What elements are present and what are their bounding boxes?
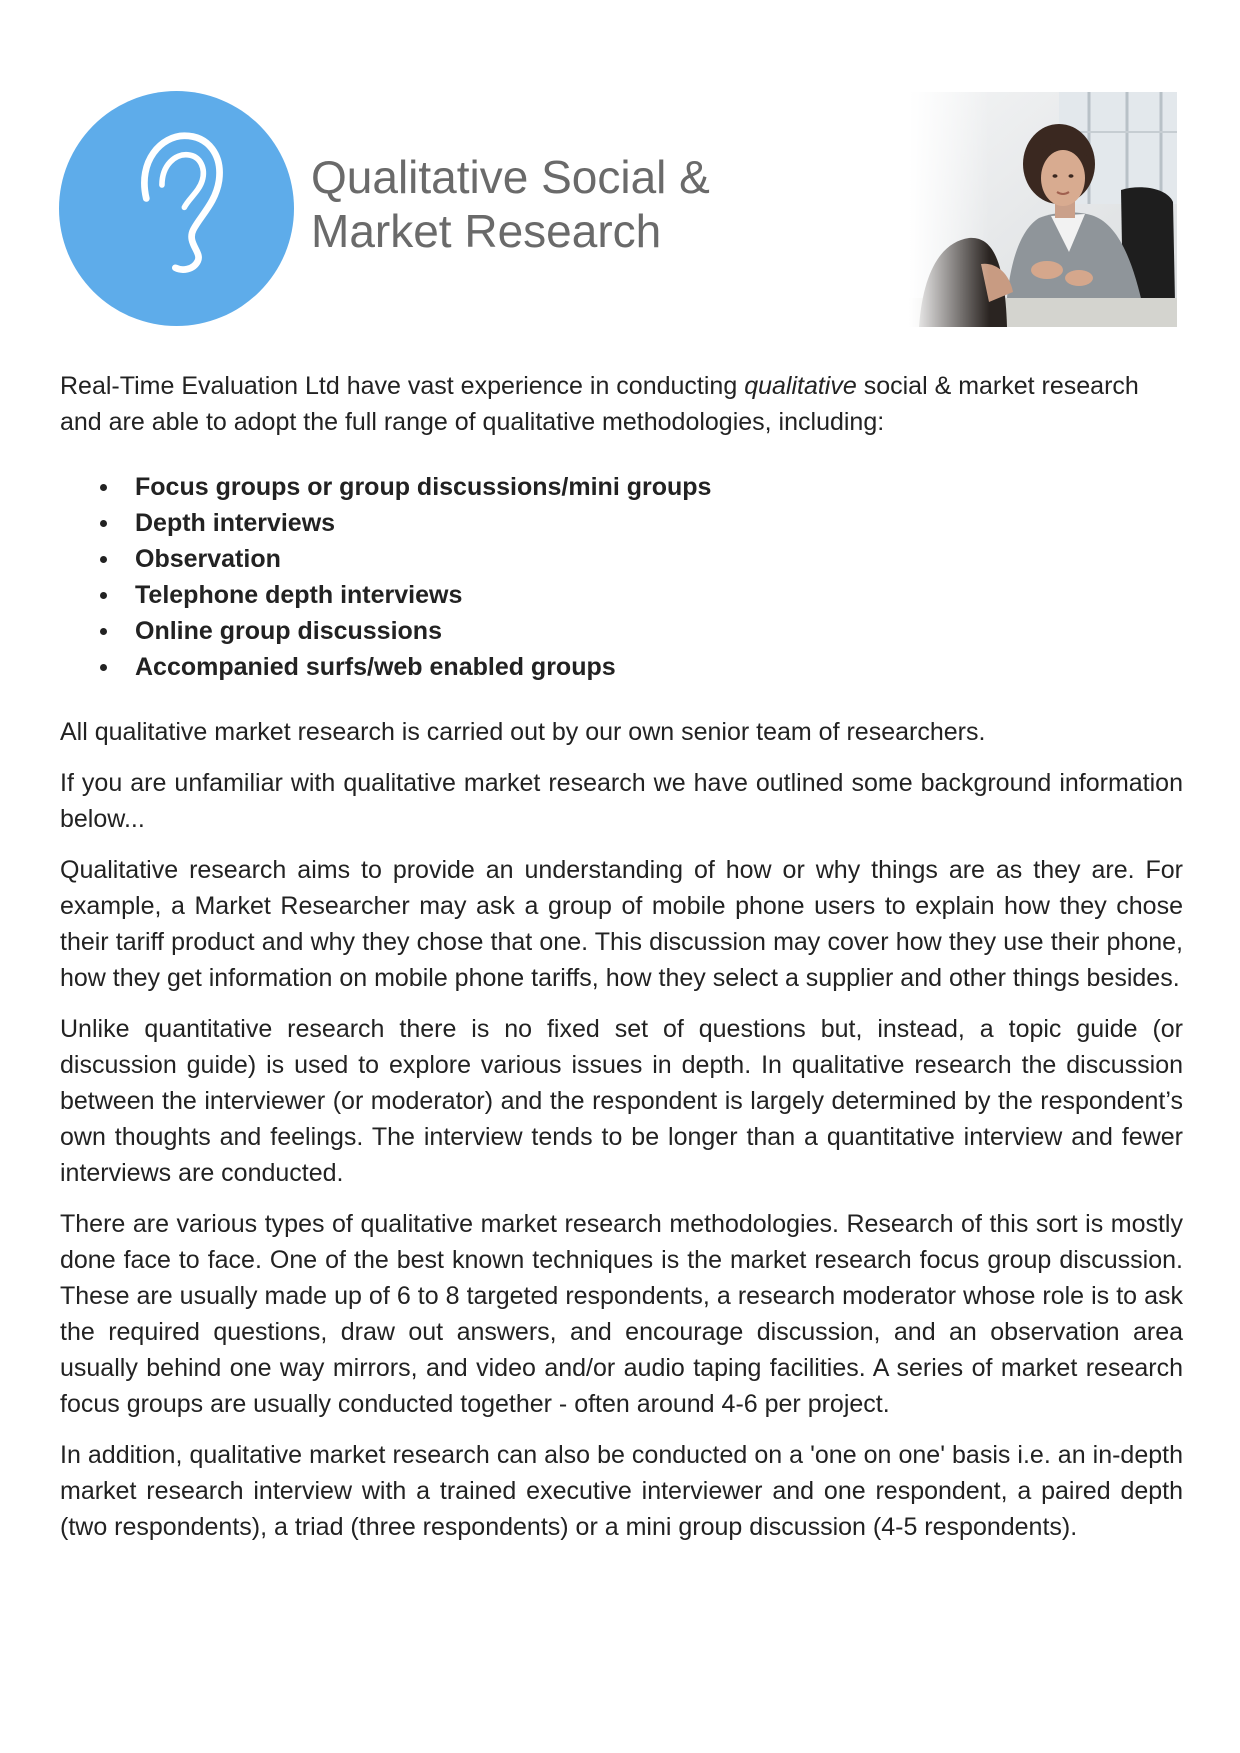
list-item [60, 469, 1183, 505]
bullet-icon [100, 484, 107, 491]
list-item [60, 505, 1183, 541]
bullet-icon [100, 556, 107, 563]
ear-icon [59, 91, 294, 326]
bullet-icon [100, 664, 107, 671]
paragraph-senior-team: All qualitative market research is carried out by our own senior team of researchers. [60, 718, 986, 746]
list-item-label: Telephone depth interviews [135, 581, 463, 609]
intro-paragraph [60, 368, 1183, 440]
logo-circle [59, 91, 294, 326]
list-item-label: Observation [135, 545, 281, 573]
paragraph-one-on-one: In addition, qualitative market research can also be conducted on a 'one on one' basis i.e. an in-depth market research interview with a trained executive interviewer and one respondent, a paired depth (two respondents), a triad (three respondents) or a mini group discussion (4-5 respondents). [60, 1441, 1183, 1541]
bullet-icon [100, 628, 107, 635]
paragraph-methodologies: There are various types of qualitative market research methodologies. Research of this sort is mostly done face to face. One of the best known techniques is the market research focus group discussion. These are usually made up of 6 to 8 targeted respondents, a research moderator whose role is to ask the required questions, draw out answers, and encourage discussion, and an observation area usually behind one way mirrors, and video and/or audio taping facilities. A series of market research focus groups are usually conducted together - often around 4-6 per project. [60, 1210, 1183, 1418]
list-item [60, 577, 1183, 613]
office-meeting-photo [909, 92, 1177, 327]
intro-text-start: Real-Time Evaluation Ltd have vast experience in conducting [60, 372, 745, 400]
page-title-line-1: Qualitative Social & [311, 151, 710, 203]
list-item-label: Focus groups or group discussions/mini groups [135, 473, 712, 501]
ear-inner-curve [162, 155, 203, 208]
page-title-line-2: Market Research [311, 205, 662, 257]
methodologies-list [60, 469, 1183, 685]
list-item-label: Depth interviews [135, 509, 336, 537]
photo-left-fade [909, 92, 1177, 327]
list-item [60, 613, 1183, 649]
bullet-icon [100, 592, 107, 599]
list-item [60, 649, 1183, 685]
intro-emphasis: qualitative [744, 372, 857, 400]
bullet-icon [100, 520, 107, 527]
header-photo [909, 92, 1177, 327]
list-item-label: Accompanied surfs/web enabled groups [135, 653, 616, 681]
document-body [60, 368, 1183, 1560]
paragraph-qualitative-aims: Qualitative research aims to provide an understanding of how or why things are as they are. For example, a Market Researcher may ask a group of mobile phone users to explain how they chose their tariff product and why they chose that one. This discussion may cover how they use their phone, how they get information on mobile phone tariffs, how they select a supplier and other things besides. [60, 856, 1183, 992]
paragraph-topic-guide: Unlike quantitative research there is no fixed set of questions but, instead, a topic guide (or discussion guide) is used to explore various issues in depth. In qualitative research the discussion between the interviewer (or moderator) and the respondent is largely determined by the respondent’s own thoughts and feelings. The interview tends to be longer than a quantitative interview and fewer interviews are conducted. [60, 1015, 1183, 1187]
list-item-label: Online group discussions [135, 617, 442, 645]
page-title [311, 150, 710, 258]
paragraph-background-intro: If you are unfamiliar with qualitative market research we have outlined some background information below... [60, 769, 1183, 833]
intro-text-end: social & market research and are able to adopt the full range of qualitative methodologies, including: [60, 372, 1139, 436]
list-item [60, 541, 1183, 577]
